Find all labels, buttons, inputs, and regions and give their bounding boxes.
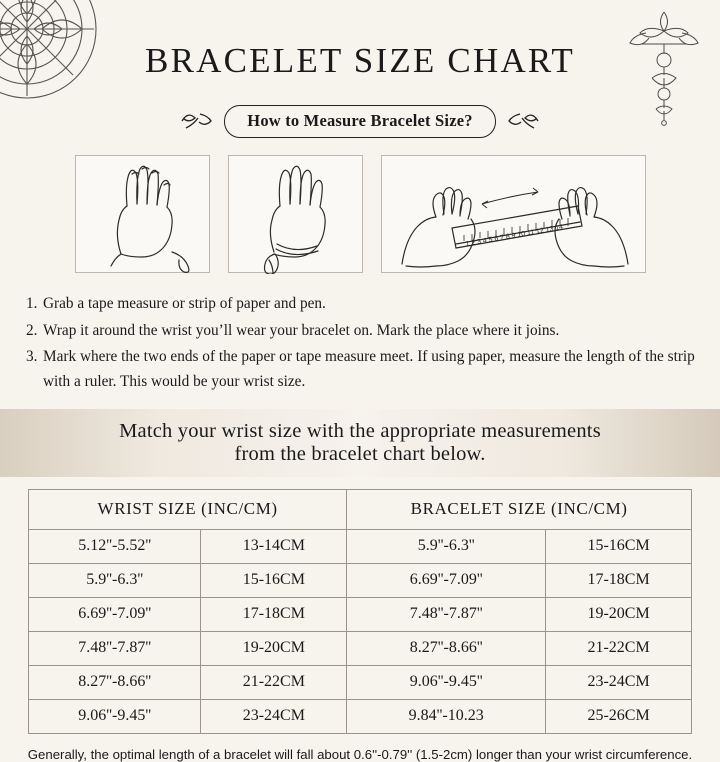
band-line-1: Match your wrist size with the appropriate measurements xyxy=(119,419,601,442)
step-number: 1. xyxy=(26,294,38,312)
cell-bracelet-inch: 7.48''-7.87'' xyxy=(347,597,546,631)
table-row xyxy=(29,597,692,631)
steps-list xyxy=(0,292,720,395)
size-table xyxy=(28,489,692,734)
ruler-marks-label: 1 2 3 4 5 6 7 8 9 10 11 12 13 14 xyxy=(464,223,564,248)
cell-wrist-inch: 5.9''-6.3'' xyxy=(29,563,201,597)
cell-bracelet-inch: 8.27''-8.66'' xyxy=(347,631,546,665)
list-item xyxy=(26,292,696,317)
list-item xyxy=(26,319,696,344)
panel-hand-with-tape xyxy=(75,155,210,273)
cell-bracelet-cm: 17-18CM xyxy=(546,563,692,597)
subtitle-pill: How to Measure Bracelet Size? xyxy=(224,105,495,138)
cell-wrist-cm: 17-18CM xyxy=(201,597,347,631)
table-head xyxy=(29,489,692,529)
cell-bracelet-cm: 19-20CM xyxy=(546,597,692,631)
cell-bracelet-inch: 9.84''-10.23 xyxy=(347,699,546,733)
table-row xyxy=(29,631,692,665)
table-row xyxy=(29,699,692,733)
list-item xyxy=(26,345,696,395)
table-row xyxy=(29,563,692,597)
step-text: Wrap it around the wrist you’ll wear your bracelet on. Mark the place where it joins. xyxy=(43,321,560,339)
hand-tape-illustration-icon xyxy=(76,156,211,274)
ruler-measure-illustration-icon xyxy=(382,156,647,274)
lotus-ornament-icon xyxy=(616,6,712,126)
cell-wrist-cm: 19-20CM xyxy=(201,631,347,665)
cell-bracelet-inch: 6.69''-7.09'' xyxy=(347,563,546,597)
cell-wrist-inch: 8.27''-8.66'' xyxy=(29,665,201,699)
step-text: Grab a tape measure or strip of paper and pen. xyxy=(43,294,326,312)
cell-bracelet-cm: 15-16CM xyxy=(546,529,692,563)
step-number: 2. xyxy=(26,321,38,339)
table-header-row xyxy=(29,489,692,529)
band-line-2: from the bracelet chart below. xyxy=(234,442,486,465)
panel-hand-with-strip xyxy=(228,155,363,273)
illustration-panels xyxy=(0,155,720,273)
cell-bracelet-inch: 9.06''-9.45'' xyxy=(347,665,546,699)
mandala-ornament-icon xyxy=(0,0,102,104)
step-text: Mark where the two ends of the paper or tape measure meet. If using paper, measure the length of the strip with a ruler. This would be your wrist size. xyxy=(43,348,695,391)
cell-bracelet-cm: 23-24CM xyxy=(546,665,692,699)
match-instruction-band xyxy=(0,409,720,477)
cell-wrist-inch: 9.06''-9.45'' xyxy=(29,699,201,733)
flourish-right-icon xyxy=(506,108,540,134)
header-bracelet-size: BRACELET SIZE (INC/CM) xyxy=(347,489,692,529)
cell-wrist-cm: 13-14CM xyxy=(201,529,347,563)
cell-wrist-inch: 7.48''-7.87'' xyxy=(29,631,201,665)
table-row xyxy=(29,529,692,563)
cell-wrist-cm: 15-16CM xyxy=(201,563,347,597)
cell-bracelet-cm: 25-26CM xyxy=(546,699,692,733)
panel-ruler-measure xyxy=(381,155,646,273)
flourish-left-icon xyxy=(180,108,214,134)
cell-wrist-cm: 21-22CM xyxy=(201,665,347,699)
cell-wrist-inch: 6.69''-7.09'' xyxy=(29,597,201,631)
hand-strip-illustration-icon xyxy=(229,156,364,274)
cell-bracelet-cm: 21-22CM xyxy=(546,631,692,665)
table-body xyxy=(29,529,692,733)
cell-wrist-cm: 23-24CM xyxy=(201,699,347,733)
table-row xyxy=(29,665,692,699)
subtitle-row xyxy=(0,105,720,138)
footnote: Generally, the optimal length of a bracelet will fall about 0.6''-0.79'' (1.5-2cm) longer than your wrist circumference. xyxy=(27,746,693,762)
header-wrist-size: WRIST SIZE (INC/CM) xyxy=(29,489,347,529)
page-title: BRACELET SIZE CHART xyxy=(145,41,575,81)
cell-bracelet-inch: 5.9''-6.3'' xyxy=(347,529,546,563)
cell-wrist-inch: 5.12''-5.52'' xyxy=(29,529,201,563)
step-number: 3. xyxy=(26,348,38,366)
